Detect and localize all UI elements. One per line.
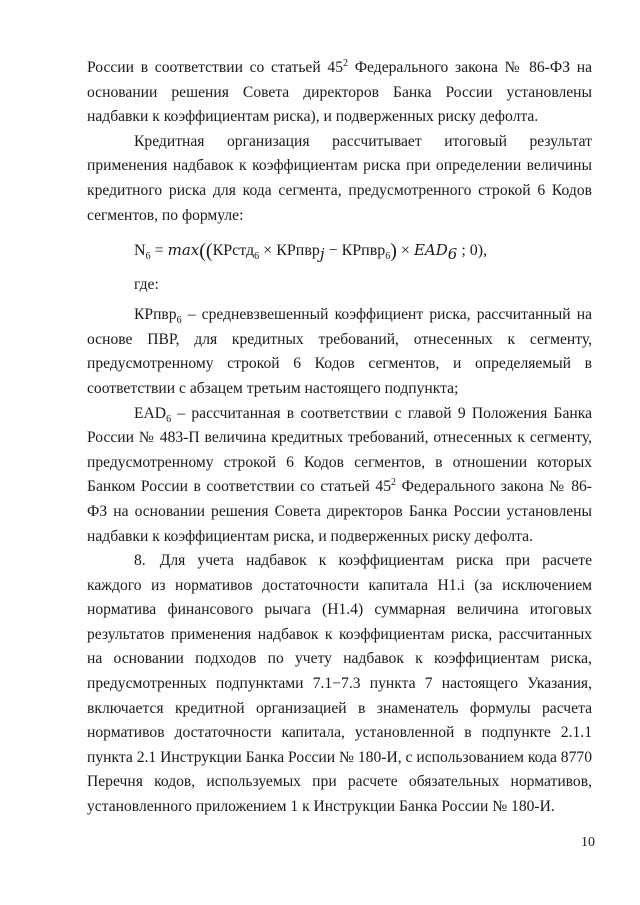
- definition-text: – рассчитанная в соответствии с главой 9 Положения Банка России № 483-П величина кредитных требований, отнесенных к сегменту, предусмотренному строкой 6 Кодов сегментов, в отношении которых Банком России в соответствии со статьей 45: [87, 404, 592, 496]
- formula-paren: ): [390, 240, 397, 263]
- formula-subscript: 6: [385, 251, 391, 263]
- formula-subscript: 6: [166, 413, 172, 425]
- paragraph-continuation: [87, 56, 592, 130]
- item-text: Для учета надбавок к коэффициентам риска при расчете каждого из нормативов достаточности капитала Н1.i (за исключением норматива финансового рычага (Н1.4) суммарная величина итоговых результатов применения надбавок к коэффициентам риска, рассчитанных на основании подходов по учету надбавок к коэффициентам риска, предусмотренных подпунктами 7.1−7.3 пункта 7 настоящего Указания, включается кредитной организацией в знаменатель формулы расчета нормативов достаточности капитала, установленной в подпункте 2.1.1 пункта 2.1 Инструкции Банка России № 180-И, с использованием кода 8770 Перечня кодов, используемых при расчете обязательных нормативов, установленного приложением 1 к Инструкции Банка России № 180-И.: [87, 552, 592, 816]
- formula-term: EAD: [413, 241, 448, 260]
- formula-tail: ; 0),: [457, 242, 488, 260]
- formula-term: КРстд: [212, 242, 255, 260]
- formula-paren: ((: [199, 240, 213, 263]
- formula-subscript: 6: [254, 251, 260, 263]
- item-8: [87, 549, 592, 820]
- formula-operator: −: [324, 242, 342, 260]
- formula-subscript: j: [319, 245, 325, 264]
- item-number: 8.: [134, 552, 146, 570]
- superscript: 2: [343, 57, 349, 69]
- paragraph-text: России в соответствии со статьей 45: [87, 59, 344, 76]
- formula-operator: ×: [259, 242, 277, 260]
- formula: [87, 236, 592, 265]
- formula-max: max: [167, 241, 200, 260]
- paragraph-formula-intro: Кредитная организация рассчитывает итоговый результат применения надбавок к коэффициентам риска при определении величины кредитного риска для кода сегмента, предусмотренного строкой 6 Кодов сегментов, по формуле:: [87, 132, 592, 224]
- formula-subscript: 6: [176, 315, 182, 327]
- formula-equals: =: [150, 242, 168, 260]
- formula-operator: ×: [396, 242, 414, 260]
- where-label: где:: [134, 276, 159, 294]
- document-body: [87, 56, 592, 820]
- formula-term: КРпвр: [276, 242, 320, 260]
- paragraph-text: Федерального закона № 86-ФЗ на основании решения Совета директоров Банка России установлены надбавки к коэффициентам риска), и подверженных риску дефолта.: [87, 59, 592, 126]
- page-number: 10: [581, 835, 595, 850]
- definition-text: – средневзвешенный коэффициент риска, рассчитанный на основе ПВР, для кредитных требований, отнесенных к сегменту, предусмотренному строкой 6 Кодов сегментов, и определяемый в соответствии с абзацем третьим настоящего подпункта;: [87, 306, 592, 397]
- definition-text: Федерального закона № 86-ФЗ на основании решения Совета директоров Банка России установлены надбавки к коэффициентам риска, и подверженных риску дефолта.: [87, 478, 592, 545]
- definition-krpvr: [87, 303, 592, 401]
- formula-subscript: 6: [447, 245, 458, 264]
- formula-subscript: 6: [145, 251, 151, 263]
- formula-lhs: N: [134, 242, 146, 260]
- superscript: 2: [391, 477, 397, 489]
- definition-term: EAD: [134, 404, 167, 422]
- definition-term: КРпвр: [134, 306, 177, 324]
- formula-term: КРпвр: [341, 242, 386, 260]
- definition-ead: [87, 402, 592, 550]
